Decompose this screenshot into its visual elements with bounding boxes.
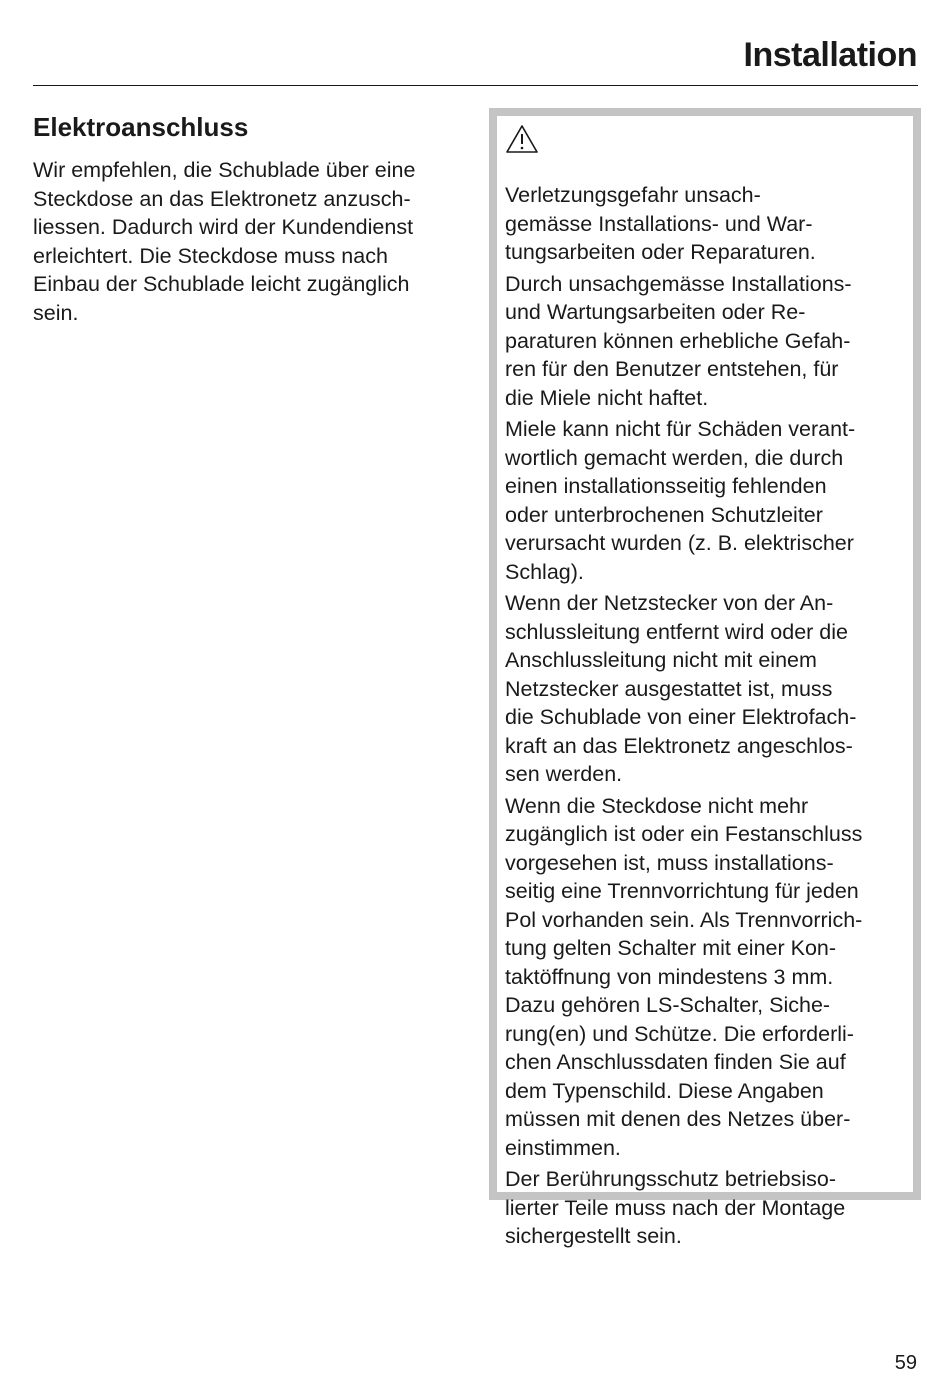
- section-title: Elektroanschluss: [33, 112, 249, 142]
- warning-headline: Verletzungsgefahr unsach- gemässe Installations- und War- tungsarbeiten oder Reparaturen.: [505, 183, 816, 264]
- header-divider: [33, 85, 918, 86]
- warning-paragraph: Durch unsachgemässe Installations- und Wartungsarbeiten oder Re- paraturen können erhebliche Gefah- ren für den Benutzer entstehen, für die Miele nicht haftet.: [505, 271, 852, 410]
- warning-triangle-icon: [505, 124, 539, 154]
- warning-headline-block: [505, 124, 905, 267]
- warning-paragraph: Der Berührungsschutz betriebsiso- lierter Teile muss nach der Montage sichergestellt sein.: [505, 1167, 846, 1248]
- warning-box: [489, 108, 921, 1248]
- page-header-title: Installation: [743, 36, 917, 74]
- warning-paragraph: Wenn die Steckdose nicht mehr zugänglich ist oder ein Festanschluss vorgesehen ist, muss installations- seitig eine Trennvorrichtung für jeden Pol vorhanden sein. Als Trennvorrich- tung gelten Schalter mit einer Kon- taktöffnung von mindestens 3 mm. Dazu gehören LS-Schalter, Siche- rung(en) und Schütze. Die erforderli- chen Anschlussdaten finden Sie auf dem Typenschild. Diese Angaben müssen mit denen des Netzes über- einstimmen.: [505, 793, 863, 1160]
- warning-paragraph: Miele kann nicht für Schäden verant- wortlich gemacht werden, die durch einen installationsseitig fehlenden oder unterbrochenen Schutzleiter verursacht wurden (z. B. elektrischer Schlag).: [505, 417, 856, 584]
- page-number: 59: [894, 1352, 917, 1374]
- warning-paragraph: Wenn der Netzstecker von der An- schlussleitung entfernt wird oder die Anschlussleitung nicht mit einem Netzstecker ausgestattet ist, muss die Schublade von einer Elektrofach- kraft an das Elektronetz angeschlos- sen werden.: [505, 591, 857, 786]
- section-body-text: Wir empfehlen, die Schublade über eine Steckdose an das Elektronetz anzusch- liessen. Dadurch wird der Kundendienst erleichtert. Die Steckdose muss nach Einbau der Schublade leicht zugänglich sein.: [33, 158, 416, 325]
- left-column: [33, 112, 473, 327]
